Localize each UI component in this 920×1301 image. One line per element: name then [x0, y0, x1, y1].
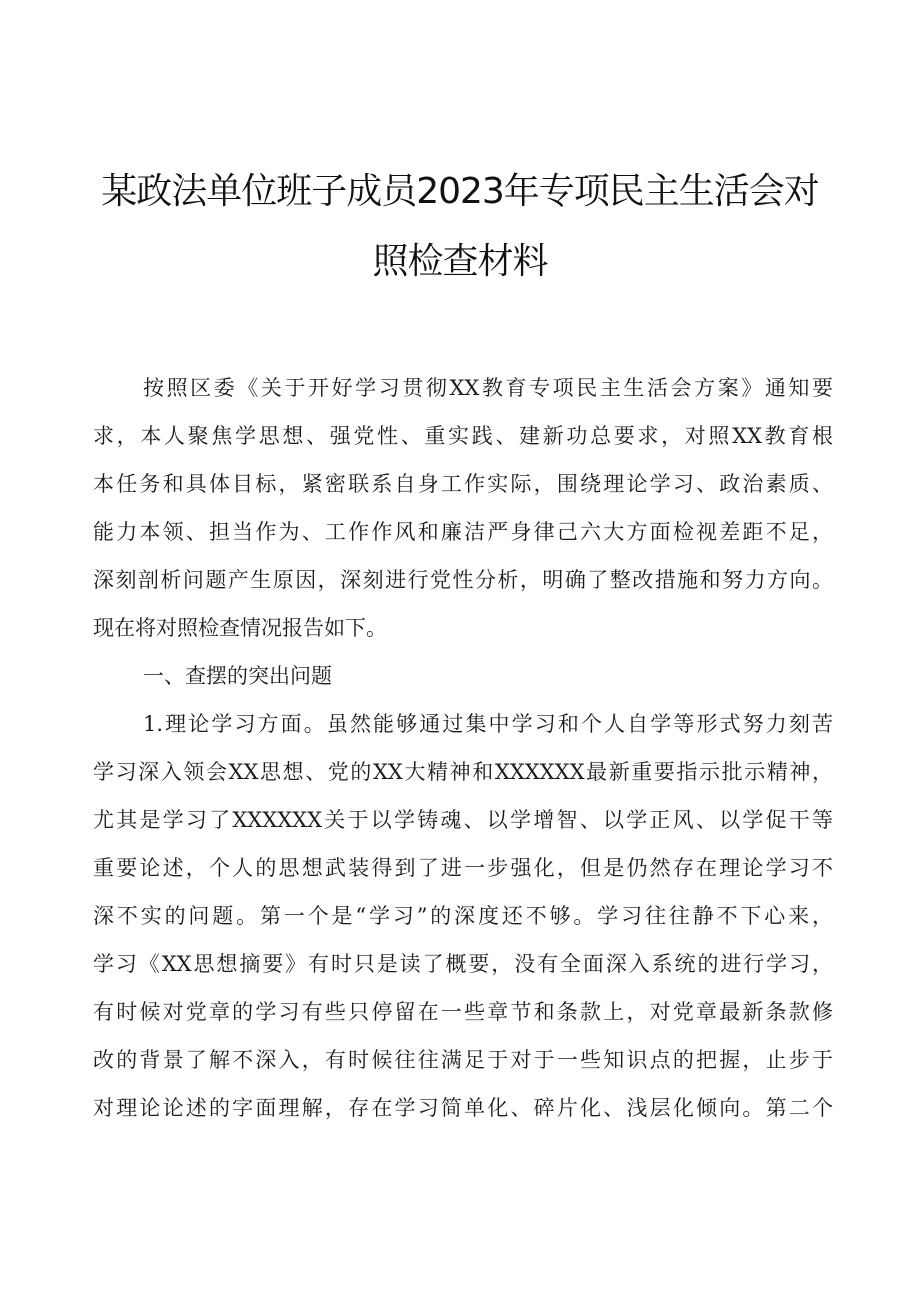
paragraph-2-line-2: 学习深入领会XX思想、党的XX大精神和XXXXXX最新重要指示批示精神，	[93, 760, 833, 784]
paragraph-2-line-3: 尤其是学习了XXXXXX关于以学铸魂、以学增智、以学正风、以学促干等	[93, 808, 833, 832]
document-title-line-1: 某政法单位班子成员2023年专项民主生活会对	[101, 171, 819, 212]
paragraph-2-line-5: 深不实的问题。第一个是“学习”的深度还不够。学习往往静不下心来，	[93, 904, 833, 928]
document-title-line-2: 照检查材料	[372, 241, 548, 282]
paragraph-2-line-7: 有时候对党章的学习有些只停留在一些章节和条款上，对党章最新条款修	[93, 1000, 833, 1024]
paragraph-2-line-4: 重要论述，个人的思想武装得到了进一步强化，但是仍然存在理论学习不	[93, 856, 833, 880]
paragraph-1-line-5: 深刻剖析问题产生原因，深刻进行党性分析，明确了整改措施和努力方向。	[93, 568, 833, 592]
paragraph-1-line-6: 现在将对照检查情况报告如下。	[93, 616, 387, 640]
paragraph-1-line-4: 能力本领、担当作为、工作作风和廉洁严身律己六大方面检视差距不足，	[93, 520, 833, 544]
paragraph-2-line-1: 1.理论学习方面。虽然能够通过集中学习和个人自学等形式努力刻苦	[143, 712, 833, 736]
paragraph-2-line-9: 对理论论述的字面理解，存在学习简单化、碎片化、浅层化倾向。第二个	[93, 1096, 833, 1120]
paragraph-1-line-1: 按照区委《关于开好学习贯彻XX教育专项民主生活会方案》通知要	[143, 376, 833, 400]
paragraph-1-line-2: 求，本人聚焦学思想、强党性、重实践、建新功总要求，对照XX教育根	[93, 424, 833, 448]
paragraph-2-line-8: 改的背景了解不深入，有时候往往满足于对于一些知识点的把握，止步于	[93, 1048, 833, 1072]
paragraph-2-line-6: 学习《XX思想摘要》有时只是读了概要，没有全面深入系统的进行学习，	[93, 952, 833, 976]
section-heading-1: 一、查摆的突出问题	[143, 664, 332, 688]
paragraph-1-line-3: 本任务和具体目标，紧密联系自身工作实际，围绕理论学习、政治素质、	[93, 472, 833, 496]
